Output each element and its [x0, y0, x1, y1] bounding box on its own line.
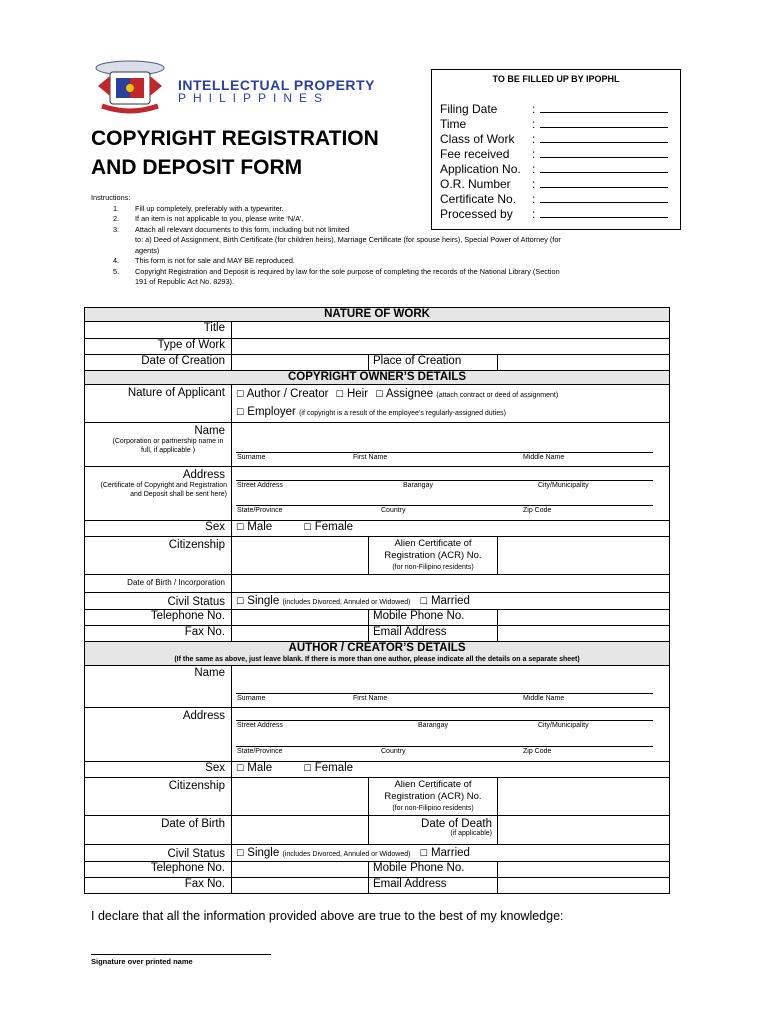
- employer-note: (if copyright is a result of the employee’s regularly-assigned duties): [299, 410, 506, 417]
- owner-female-option[interactable]: ☐ Female: [303, 521, 354, 533]
- instruction-item: Attach all relevant documents to this form, including but not limited: [135, 224, 350, 234]
- author-fax-field[interactable]: [232, 878, 369, 894]
- owner-mobile-label: Mobile Phone No.: [369, 610, 498, 626]
- author-telephone-label: Telephone No.: [85, 862, 232, 878]
- instruction-item: This form is not for sale and MAY BE reproduced.: [135, 256, 295, 265]
- owner-acr-label: Alien Certificate of: [394, 538, 472, 549]
- checkbox-icon: ☐: [419, 597, 428, 607]
- form-title: [91, 124, 379, 182]
- ipophl-field[interactable]: Application No. :: [440, 162, 668, 176]
- instructions: Instructions: 1. Fill up completely, preferably with a typewriter. 2. If an item is not applicable to you, please write ‘N/A’. 3. Attach all relevant documents to this form, including but not limited to: a) Deed of Assignment, Birth Certificate (for children heirs), Marriage Certificate (for spouse heirs), Special Power of Attorney (for agents) 4. This form is not for sale and MAY BE reproduced. 5. Copyright Registration and Deposit is required by law for the sole purpose of completing the records of the National Library (Section 191 of Republic Act No. 8293).: [91, 193, 691, 288]
- checkbox-icon: ☐: [236, 390, 245, 400]
- author-dod-note: (if applicable): [450, 830, 492, 837]
- author-acr-note: (for non-Filipino residents): [392, 805, 474, 812]
- place-of-creation-field[interactable]: [498, 355, 670, 371]
- author-acr-label: Alien Certificate of: [394, 779, 472, 790]
- author-name-label: Name: [85, 666, 232, 708]
- ipophl-seal-logo: [88, 56, 172, 118]
- owner-dob-incorporation-field[interactable]: [232, 575, 670, 593]
- author-married-option[interactable]: ☐ Married: [419, 847, 470, 859]
- section-owner-details: COPYRIGHT OWNER’S DETAILS: [85, 371, 670, 385]
- ipophl-field[interactable]: Time :: [440, 117, 668, 131]
- owner-telephone-label: Telephone No.: [85, 610, 232, 626]
- owner-acr-note: (for non-Filipino residents): [392, 564, 474, 571]
- ipophl-box-heading: TO BE FILLED UP BY IPOPHL: [492, 74, 620, 84]
- org-name-line1: INTELLECTUAL PROPERTY: [178, 77, 375, 93]
- owner-citizenship-field[interactable]: [232, 537, 369, 575]
- author-sex-label: Sex: [85, 762, 232, 778]
- owner-telephone-field[interactable]: [232, 610, 369, 626]
- author-citizenship-field[interactable]: [232, 778, 369, 816]
- author-address-field[interactable]: Street Address Barangay City/Municipality State/Province Country Zip Code: [232, 708, 670, 762]
- org-name: [178, 77, 375, 105]
- form-title-line2: AND DEPOSIT FORM: [91, 156, 303, 179]
- checkbox-icon: ☐: [419, 849, 428, 859]
- ipophl-field[interactable]: Class of Work :: [440, 132, 668, 146]
- instruction-item: If an item is not applicable to you, please write ‘N/A’.: [135, 214, 304, 223]
- type-of-work-label: Type of Work: [85, 339, 232, 355]
- checkbox-icon: ☐: [236, 408, 245, 418]
- ipophl-field-label: Fee received: [440, 147, 510, 161]
- author-telephone-field[interactable]: [232, 862, 369, 878]
- signature-label: Signature over printed name: [91, 957, 193, 966]
- author-creator-option[interactable]: ☐ Author / Creator: [236, 388, 329, 400]
- ipophl-field[interactable]: Certificate No. :: [440, 192, 668, 206]
- ipophl-field-label: O.R. Number: [440, 177, 511, 191]
- author-section-note: (If the same as above, just leave blank. If there is more than one author, please indicate all the details on a separate sheet): [174, 656, 580, 663]
- ipophl-field-label: Time: [440, 117, 467, 131]
- owner-single-option[interactable]: ☐ Single: [236, 595, 280, 607]
- title-field[interactable]: [232, 322, 670, 339]
- author-dod-field[interactable]: [498, 816, 670, 845]
- checkbox-icon: ☐: [303, 523, 312, 533]
- owner-married-option[interactable]: ☐ Married: [419, 595, 470, 607]
- instruction-item: 191 of Republic Act No. 8293).: [135, 277, 234, 286]
- author-dob-field[interactable]: [232, 816, 369, 845]
- author-citizenship-label: Citizenship: [85, 778, 232, 816]
- place-of-creation-label: Place of Creation: [369, 355, 498, 371]
- title-label: Title: [85, 322, 232, 339]
- signature-line[interactable]: [91, 954, 271, 955]
- form-title-line1: COPYRIGHT REGISTRATION: [91, 127, 379, 150]
- owner-male-option[interactable]: ☐ Male: [236, 521, 273, 533]
- owner-address-label: Address: [182, 469, 225, 481]
- ipophl-field[interactable]: Filing Date :: [440, 102, 668, 116]
- instruction-item: Copyright Registration and Deposit is required by law for the sole purpose of completing the records of the National Library (Section: [135, 266, 560, 276]
- ipophl-field-label: Application No.: [440, 162, 521, 176]
- owner-name-label: Name: [194, 425, 225, 437]
- checkbox-icon: ☐: [303, 764, 312, 774]
- org-name-line2: PHILIPPINES: [178, 91, 330, 105]
- author-dob-label: Date of Birth: [85, 816, 232, 845]
- type-of-work-field[interactable]: [232, 339, 670, 355]
- instructions-label: Instructions:: [91, 193, 131, 202]
- checkbox-icon: ☐: [236, 597, 245, 607]
- registration-form-table: NATURE OF WORK Title Type of Work Date of Creation Place of Creation COPYRIGHT OWNER’S DETAILS Nature of Applicant ☐ Author / Creator ☐ Heir ☐ Assignee (attach contract or deed of assignment) ☐ Employer (if copyright is a result of the employee’s regularly-assigned duties) Name (Corporation or partnership name in full, if applicable ) Surname First Name Middle Name Address (Certificate of Copyright and Registration and Deposit shall be sent here) Street Address Barangay City/Municipality State/Province Country Zip Code Sex ☐ Male ☐ Female Citizenship Alien Certificate of Registration (ACR) No. (for non-Filipino residents) Date of Birth / Incorporation Civil Status ☐ Single (includes Divorced, Annuled or Widowed) ☐ Married Telephone No. Mobile Phone No. Fax No. Email Address AUTHOR / CREATOR’S DETAILS (If the same as above, just leave blank. If there is more than one author, please indicate all the details on a separate sheet) Name Surname First Name Middle Name Address Street Address Barangay City/Municipality State/Province Country Zip Code Sex ☐ Male ☐ Female Citizenship Alien Certificate of Registration (ACR) No. (for non-Filipino residents) Date of Birth Date of Death (if applicable) Civil Status ☐ Single (includes Divorced, Annuled or Widowed) ☐ Married Telephone No. Mobile Phone No. Fax No. Email Address: [84, 307, 670, 894]
- author-acr-field[interactable]: [498, 778, 670, 816]
- owner-fax-field[interactable]: [232, 626, 369, 642]
- assignee-option[interactable]: ☐ Assignee: [375, 388, 434, 400]
- declaration-text: I declare that all the information provided above are true to the best of my knowledge:: [91, 909, 564, 923]
- ipophl-field[interactable]: Processed by :: [440, 207, 668, 221]
- instruction-item: agents): [135, 245, 160, 255]
- owner-address-note: (Certificate of Copyright and Registration and Deposit shall be sent here): [100, 482, 227, 498]
- owner-citizenship-label: Citizenship: [85, 537, 232, 575]
- section-author-details: AUTHOR / CREATOR’S DETAILS: [288, 642, 466, 654]
- author-dod-label: Date of Death: [421, 818, 492, 830]
- ipophl-field-label: Processed by: [440, 207, 513, 221]
- owner-mobile-field[interactable]: [498, 610, 670, 626]
- author-address-label: Address: [85, 708, 232, 762]
- author-mobile-label: Mobile Phone No.: [369, 862, 498, 878]
- date-of-creation-field[interactable]: [232, 355, 369, 371]
- heir-option[interactable]: ☐ Heir: [335, 388, 369, 400]
- ipophl-field-label: Filing Date: [440, 102, 498, 116]
- owner-acr-field[interactable]: [498, 537, 670, 575]
- author-civil-status-label: Civil Status: [85, 845, 232, 862]
- employer-option[interactable]: ☐ Employer: [236, 406, 296, 418]
- owner-address-field[interactable]: Street Address Barangay City/Municipality State/Province Country Zip Code: [232, 467, 670, 521]
- section-nature-of-work: NATURE OF WORK: [85, 308, 670, 322]
- author-mobile-field[interactable]: [498, 862, 670, 878]
- instruction-item: Fill up completely, preferably with a typewriter.: [135, 203, 284, 213]
- owner-fax-label: Fax No.: [85, 626, 232, 642]
- owner-name-field[interactable]: Surname First Name Middle Name: [232, 423, 670, 467]
- owner-dob-incorporation-label: Date of Birth / Incorporation: [85, 575, 232, 593]
- checkbox-icon: ☐: [236, 523, 245, 533]
- checkbox-icon: ☐: [335, 390, 344, 400]
- owner-sex-label: Sex: [85, 521, 232, 537]
- ipophl-field-label: Class of Work: [440, 132, 515, 146]
- author-fax-label: Fax No.: [85, 878, 232, 894]
- owner-email-label: Email Address: [369, 626, 498, 642]
- ipophl-field[interactable]: Fee received :: [440, 147, 668, 161]
- checkbox-icon: ☐: [375, 390, 384, 400]
- author-email-label: Email Address: [369, 878, 498, 894]
- author-male-option[interactable]: ☐ Male: [236, 762, 273, 774]
- ipophl-field-label: Certificate No.: [440, 192, 517, 206]
- assignee-note: (attach contract or deed of assignment): [436, 392, 559, 399]
- owner-email-field[interactable]: [498, 626, 670, 642]
- instruction-item: to: a) Deed of Assignment, Birth Certificate (for children heirs), Marriage Certificate (for spouse heirs), Special Power of Attorney (for: [135, 235, 561, 244]
- owner-civil-status-label: Civil Status: [85, 593, 232, 610]
- ipophl-field[interactable]: O.R. Number :: [440, 177, 668, 191]
- owner-name-note: (Corporation or partnership name in full, if applicable ): [112, 438, 224, 454]
- author-email-field[interactable]: [498, 878, 670, 894]
- checkbox-icon: ☐: [236, 849, 245, 859]
- author-single-option[interactable]: ☐ Single: [236, 847, 280, 859]
- checkbox-icon: ☐: [236, 764, 245, 774]
- nature-of-applicant-label: Nature of Applicant: [85, 385, 232, 423]
- author-name-field[interactable]: Surname First Name Middle Name: [232, 666, 670, 708]
- date-of-creation-label: Date of Creation: [85, 355, 232, 371]
- author-female-option[interactable]: ☐ Female: [303, 762, 354, 774]
